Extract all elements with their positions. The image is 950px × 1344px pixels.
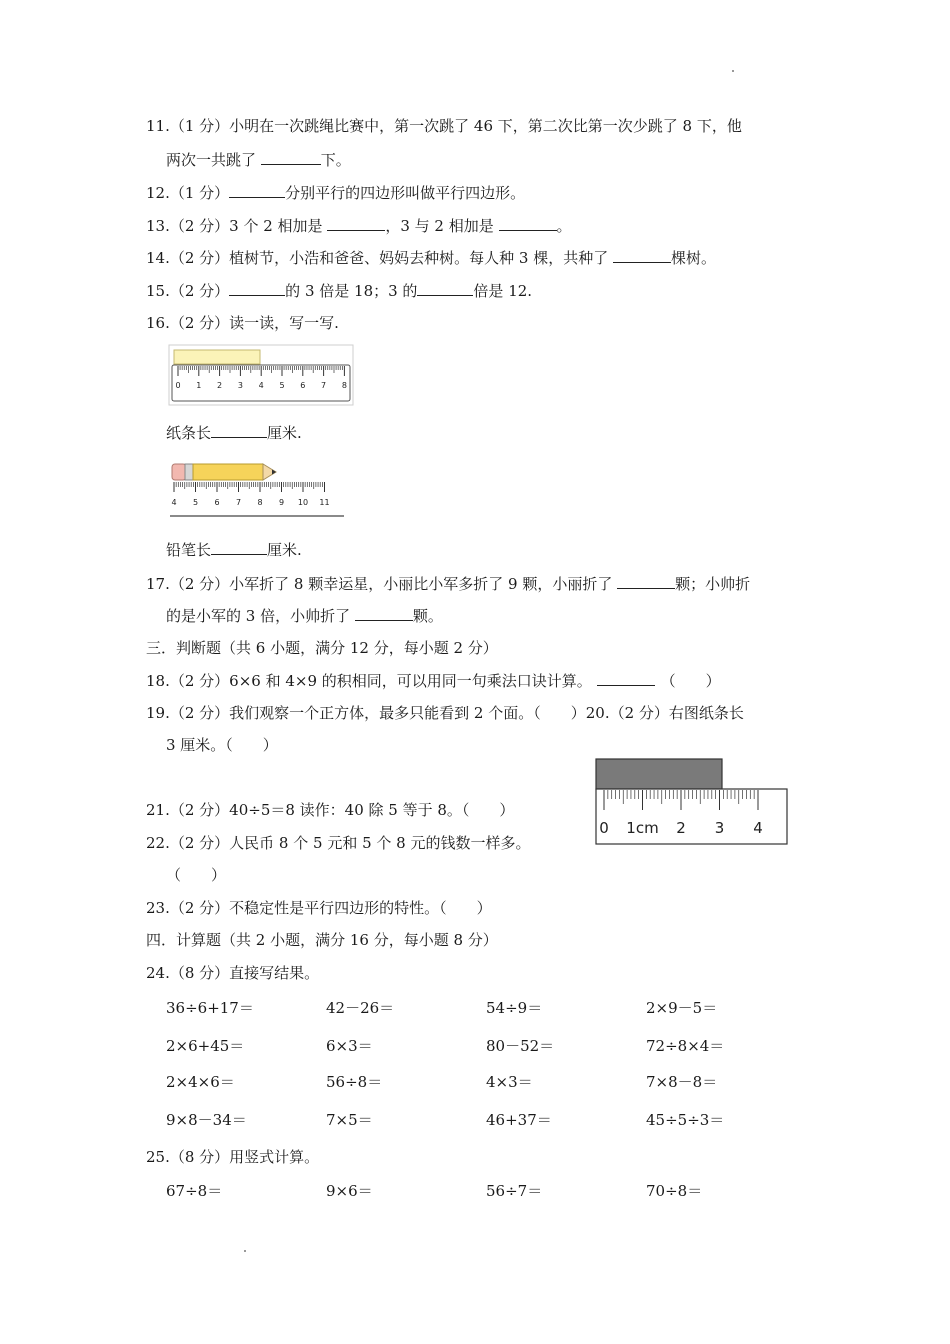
- page-mark: [244, 1250, 246, 1252]
- ruler-tick-label: 4: [258, 381, 264, 390]
- answer-blank[interactable]: [327, 214, 385, 231]
- q20-ruler-figure: [594, 758, 790, 848]
- calc-item: 6×3＝: [326, 1037, 373, 1055]
- ruler-tick-label: 2: [217, 381, 223, 390]
- gray-paper-strip: [596, 759, 722, 789]
- answer-blank[interactable]: [613, 246, 671, 263]
- answer-blank[interactable]: [597, 669, 655, 686]
- ruler-tick-label: 7: [321, 381, 327, 390]
- ruler-tick-label: 8: [257, 498, 263, 507]
- question-16: 16.（2 分）读一读，写一写.: [146, 314, 339, 332]
- ruler-tick-label: 7: [235, 498, 242, 507]
- calc-item: 2×4×6＝: [166, 1073, 235, 1091]
- answer-blank[interactable]: [261, 148, 321, 165]
- question-14: 14.（2 分）植树节，小浩和爸爸、妈妈去种树。每人种 3 棵，共种了 棵树。: [146, 246, 716, 269]
- answer-blank[interactable]: [229, 181, 285, 198]
- answer-blank[interactable]: [499, 214, 557, 231]
- calc-row: [166, 997, 786, 1019]
- answer-blank[interactable]: [417, 279, 473, 296]
- pencil-eraser: [172, 464, 186, 480]
- question-11-line-2: 两次一共跳了 下。: [166, 148, 351, 171]
- ruler-pencil-figure: [168, 456, 348, 520]
- calc-row: [166, 1071, 786, 1093]
- calc-item: 80－52＝: [486, 1037, 555, 1055]
- calc-item: 4×3＝: [486, 1073, 533, 1091]
- question-21: 21.（2 分）40÷5＝8 读作：40 除 5 等于 8。（ ）: [146, 801, 515, 819]
- pencil-length-line: 铅笔长 厘米.: [166, 538, 302, 561]
- calc-item: 45÷5÷3＝: [646, 1111, 725, 1129]
- ruler-tick-label: 1cm: [626, 819, 659, 837]
- calc-item: 7×8－8＝: [646, 1073, 718, 1091]
- question-15: 15.（2 分） 的 3 倍是 18；3 的 倍是 12.: [146, 279, 532, 302]
- calc-item: 7×5＝: [326, 1111, 373, 1129]
- answer-blank[interactable]: [355, 604, 413, 621]
- calc-item: 56÷7＝: [486, 1182, 543, 1200]
- ruler-2: [170, 482, 344, 516]
- ruler-tick-label: 11: [319, 498, 330, 507]
- ruler-1: [172, 365, 350, 401]
- calc-item: 42－26＝: [326, 999, 395, 1017]
- calc-item: 56÷8＝: [326, 1073, 383, 1091]
- ruler-paper-strip-figure: [168, 344, 354, 406]
- calc-item: 2×9－5＝: [646, 999, 718, 1017]
- ruler-tick-label: 2: [676, 819, 686, 837]
- question-19-20-line-1: 19.（2 分）我们观察一个正方体，最多只能看到 2 个面。（ ）20.（2 分）右图纸条长: [146, 704, 744, 722]
- ruler-tick-label: 3: [237, 381, 243, 390]
- ruler-tick-label: 6: [300, 381, 306, 390]
- calc-item: 36÷6+17＝: [166, 999, 254, 1017]
- page-mark: [732, 70, 734, 72]
- calc-item: 46+37＝: [486, 1111, 552, 1129]
- question-25-title: 25.（8 分）用竖式计算。: [146, 1148, 320, 1166]
- pencil-band: [185, 464, 193, 480]
- calc-item: 72÷8×4＝: [646, 1037, 725, 1055]
- paper-length-line: 纸条长 厘米.: [166, 421, 302, 444]
- question-13: 13.（2 分）3 个 2 相加是 ，3 与 2 相加是 。: [146, 214, 572, 237]
- question-20-line-2: 3 厘米。（ ）: [166, 736, 278, 754]
- calc-row: [166, 1109, 786, 1131]
- ruler-tick-label: 6: [214, 498, 220, 507]
- pencil-body: [193, 464, 263, 480]
- ruler-tick-label: 10: [297, 498, 309, 507]
- ruler-tick-label: 5: [279, 381, 285, 390]
- question-24-title: 24.（8 分）直接写结果。: [146, 964, 320, 982]
- calc-item: 70÷8＝: [646, 1182, 703, 1200]
- section-3-heading: 三．判断题（共 6 小题，满分 12 分，每小题 2 分）: [146, 639, 498, 657]
- ruler-tick-label: 5: [192, 498, 199, 507]
- ruler-tick-label: 0: [599, 819, 609, 837]
- ruler-tick-label: 3: [714, 819, 725, 837]
- answer-blank[interactable]: [617, 572, 675, 589]
- paper-strip: [174, 350, 260, 364]
- section-4-heading: 四．计算题（共 2 小题，满分 16 分，每小题 8 分）: [146, 931, 498, 949]
- question-11-line-1: 11.（1 分）小明在一次跳绳比赛中，第一次跳了 46 下，第二次比第一次少跳了 8 下，他: [146, 117, 742, 135]
- ruler-tick-label: 1: [196, 381, 202, 390]
- question-22-line-1: 22.（2 分）人民币 8 个 5 元和 5 个 8 元的钱数一样多。: [146, 834, 531, 852]
- question-23: 23.（2 分）不稳定性是平行四边形的特性。（ ）: [146, 899, 492, 917]
- ruler-tick-label: 4: [753, 819, 763, 837]
- answer-blank[interactable]: [211, 538, 267, 555]
- answer-blank[interactable]: [229, 279, 285, 296]
- ruler-tick-label: 0: [175, 381, 181, 390]
- calc-item: 54÷9＝: [486, 999, 543, 1017]
- calc-row: [166, 1035, 786, 1057]
- ruler-3: [596, 789, 787, 844]
- ruler-tick-label: 9: [278, 498, 285, 507]
- calc-item: 2×6+45＝: [166, 1037, 245, 1055]
- calc-item: 9×8－34＝: [166, 1111, 247, 1129]
- pencil: [172, 464, 276, 480]
- calc-item: 9×6＝: [326, 1182, 373, 1200]
- question-17-line-2: 的是小军的 3 倍，小帅折了 颗。: [166, 604, 443, 627]
- question-17-line-1: 17.（2 分）小军折了 8 颗幸运星，小丽比小军多折了 9 颗，小丽折了 颗；小帅折: [146, 572, 750, 595]
- answer-blank[interactable]: [211, 421, 267, 438]
- ruler-tick-label: 8: [341, 381, 347, 390]
- question-12: 12.（1 分） 分别平行的四边形叫做平行四边形。: [146, 181, 525, 204]
- ruler-tick-label: 4: [171, 498, 177, 507]
- question-22-line-2: （ ）: [166, 866, 227, 884]
- question-18: 18.（2 分）6×6 和 4×9 的积相同，可以用同一句乘法口诀计算。 （ ）: [146, 669, 721, 692]
- calc-item: 67÷8＝: [166, 1182, 223, 1200]
- calc-row-25: [166, 1180, 786, 1202]
